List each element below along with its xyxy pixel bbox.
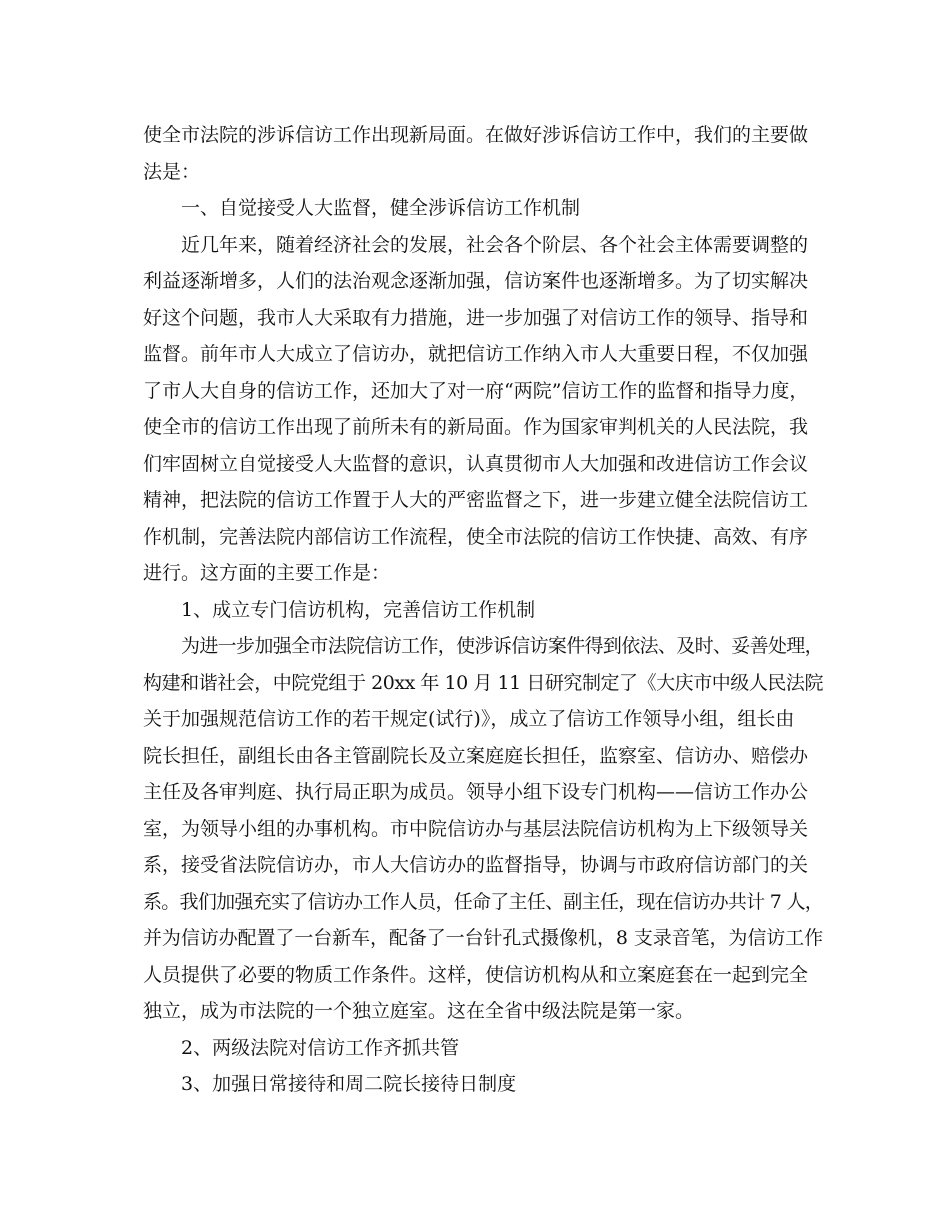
paragraph-first-line: 一、自觉接受人大监督，健全涉诉信访工作机制 bbox=[181, 197, 581, 219]
paragraph-first-line: 1、成立专门信访机构，完善信访工作机制 bbox=[181, 598, 536, 621]
text-line: 系，接受省法院信访办，市人大信访办的监督指导，协调与市政府信访部门的关 bbox=[143, 854, 809, 876]
text-line: 利益逐渐增多，人们的法治观念逐渐加强，信访案件也逐渐增多。为了切实解决 bbox=[143, 270, 809, 292]
text-line: 院长担任，副组长由各主管副院长及立案庭庭长担任，监察室、信访办、赔偿办 bbox=[143, 744, 809, 767]
text-line: 了市人大自身的信访工作，还加大了对一府“两院”信访工作的监督和指导力度， bbox=[143, 379, 809, 402]
text-line: 人员提供了必要的物质工作条件。这样，使信访机构从和立案庭套在一起到完全 bbox=[143, 963, 809, 986]
paragraph-first-line: 2、两级法院对信访工作齐抓共管 bbox=[181, 1036, 460, 1059]
text-line: 构建和谐社会，中院党组于 20xx 年 10 月 11 日研究制定了《大庆市中级人民法院 bbox=[143, 671, 823, 694]
text-line: 使全市法院的涉诉信访工作出现新局面。在做好涉诉信访工作中，我们的主要做 bbox=[143, 124, 809, 146]
text-line: 室，为领导小组的办事机构。市中院信访办与基层法院信访机构为上下级领导关 bbox=[143, 817, 809, 840]
text-line: 系。我们加强充实了信访办工作人员，任命了主任、副主任，现在信访办共计 7 人， bbox=[143, 890, 823, 913]
text-line: 精神，把法院的信访工作置于人大的严密监督之下，进一步建立健全法院信访工 bbox=[143, 489, 809, 511]
paragraph-first-line: 为进一步加强全市法院信访工作，使涉诉信访案件得到依法、及时、妥善处理， bbox=[181, 635, 823, 657]
document-body bbox=[143, 117, 823, 1103]
paragraph-first-line: 近几年来，随着经济社会的发展，社会各个阶层、各个社会主体需要调整的 bbox=[181, 233, 809, 256]
text-line: 作机制，完善法院内部信访工作流程，使全市法院的信访工作快捷、高效、有序 bbox=[143, 525, 809, 548]
text-line: 主任及各审判庭、执行局正职为成员。领导小组下设专门机构——信访工作办公 bbox=[143, 781, 809, 803]
text-line: 好这个问题，我市人大采取有力措施，进一步加强了对信访工作的领导、指导和 bbox=[143, 306, 809, 329]
text-line: 们牢固树立自觉接受人大监督的意识，认真贯彻市人大加强和改进信访工作会议 bbox=[143, 452, 809, 475]
text-line: 法是： bbox=[143, 160, 201, 183]
text-line: 监督。前年市人大成立了信访办，就把信访工作纳入市人大重要日程，不仅加强 bbox=[143, 343, 809, 365]
text-line: 进行。这方面的主要工作是： bbox=[143, 562, 391, 584]
paragraph-first-line: 3、加强日常接待和周二院长接待日制度 bbox=[181, 1073, 517, 1095]
text-line: 使全市的信访工作出现了前所未有的新局面。作为国家审判机关的人民法院，我 bbox=[143, 416, 809, 438]
text-line: 独立，成为市法院的一个独立庭室。这在全省中级法院是第一家。 bbox=[143, 1000, 695, 1022]
text-line: 关于加强规范信访工作的若干规定(试行)》，成立了信访工作领导小组，组长由 bbox=[143, 708, 795, 730]
text-line: 并为信访办配置了一台新车，配备了一台针孔式摄像机，8 支录音笔，为信访工作 bbox=[143, 927, 823, 949]
